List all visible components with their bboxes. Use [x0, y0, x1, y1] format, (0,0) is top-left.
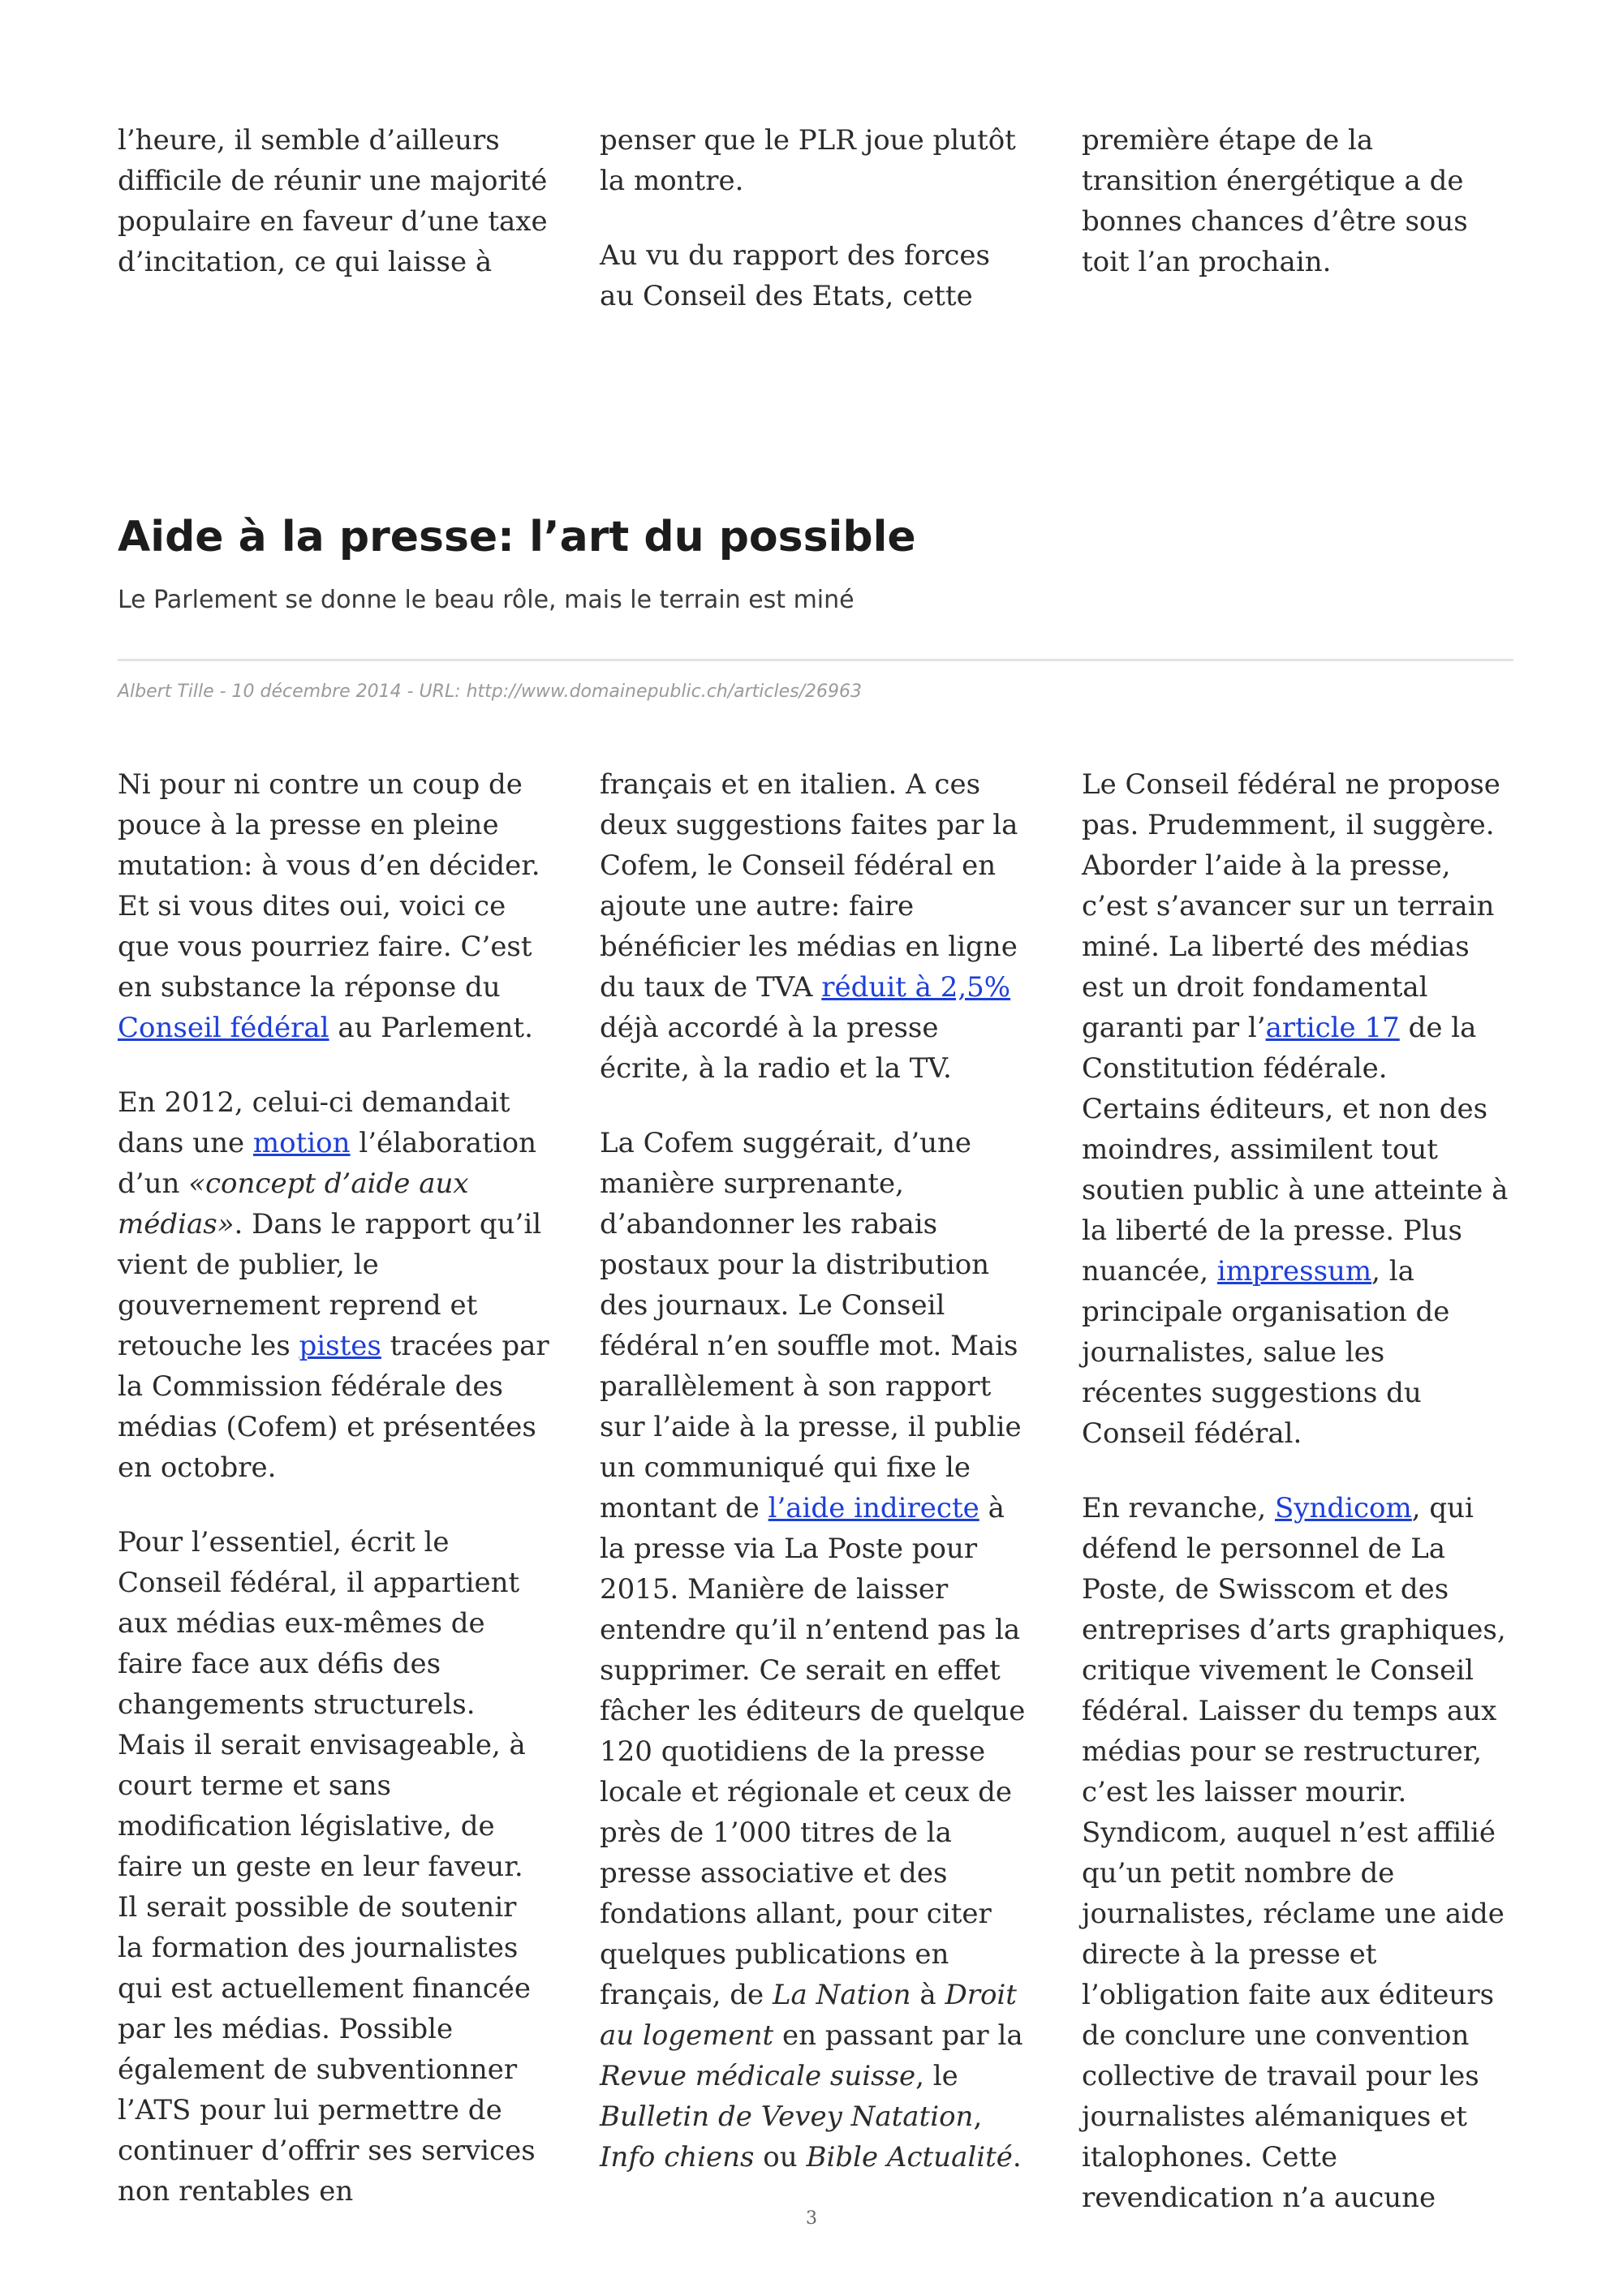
link-conseil-federal[interactable]: Conseil fédéral — [118, 1012, 329, 1044]
link-pistes[interactable]: pistes — [299, 1330, 381, 1362]
paragraph-6: Le Conseil fédéral ne propose pas. Prudemment, il suggère. Aborder l’aide à la presse, c’est s’avancer sur un terrain miné. La liberté des médias est un droit fondamental garanti par l’article 17 de la Constitution fédérale. Certains éditeurs, et non des moindres, assimilent tout soutien public à une atteinte à la liberté de la presse. Plus nuancée, impressum, la principale organisation de journalistes, salue les récentes suggestions du Conseil fédéral. — [1082, 768, 1509, 1450]
previous-article-column-3 — [1082, 120, 1513, 316]
link-article-17[interactable]: article 17 — [1265, 1012, 1400, 1044]
paragraph: penser que le PLR joue plutôt la montre. — [600, 124, 1016, 197]
paragraph: Au vu du rapport des forces au Conseil des Etats, cette — [600, 239, 990, 312]
article-subtitle: Le Parlement se donne le beau rôle, mais le terrain est miné — [118, 586, 855, 614]
header-divider — [118, 659, 1513, 661]
link-aide-indirecte[interactable]: l’aide indirecte — [768, 1492, 979, 1524]
previous-article-column-2 — [600, 120, 1031, 316]
link-tva-reduit[interactable]: réduit à 2,5% — [821, 971, 1011, 1004]
paragraph-1: Ni pour ni contre un coup de pouce à la presse en pleine mutation: à vous d’en décider. Et si vous dites oui, voici ce que vous pourriez faire. C’est en substance la réponse du Conseil fédéral au Parlement. — [118, 768, 540, 1044]
link-motion[interactable]: motion — [252, 1127, 351, 1159]
page-number: 3 — [806, 2208, 817, 2229]
article-column-2 — [600, 764, 1031, 2218]
article-column-1 — [118, 764, 549, 2218]
link-syndicom[interactable]: Syndicom — [1274, 1492, 1412, 1524]
article-body — [118, 764, 1513, 2218]
paragraph: l’heure, il semble d’ailleurs difficile de réunir une majorité populaire en faveur d’une taxe d’incitation, ce qui laisse à — [118, 124, 548, 278]
paragraph-7: En revanche, Syndicom, qui défend le personnel de La Poste, de Swisscom et des entreprises d’arts graphiques, critique vivement le Conseil fédéral. Laisser du temps aux médias pour se restructurer, c’est les laisser mourir. Syndicom, auquel n’est affilié qu’un petit nombre de journalistes, réclame une aide directe à la presse et l’obligation faite aux éditeurs de conclure une convention collective de travail pour les journalistes alémaniques et italophones. Cette revendication n’a aucune — [1082, 1492, 1506, 2214]
paragraph-4: français et en italien. A ces deux suggestions faites par la Cofem, le Conseil fédéral en ajoute une autre: faire bénéficier les médias en ligne du taux de TVA réduit à 2,5% déjà accordé à la presse écrite, à la radio et la TV. — [600, 768, 1018, 1085]
article-meta: Albert Tille - 10 décembre 2014 - URL: http://www.domainepublic.ch/articles/26963 — [118, 681, 863, 702]
paragraph-2: En 2012, celui-ci demandait dans une motion l’élaboration d’un «concept d’aide aux médias». Dans le rapport qu’il vient de publier, le gouvernement reprend et retouche les pistes tracées par la Commission fédérale des médias (Cofem) et présentées en octobre. — [118, 1086, 549, 1484]
paragraph-3: Pour l’essentiel, écrit le Conseil fédéral, il appartient aux médias eux-mêmes de faire face aux défis des changements structurels. Mais il serait envisageable, à court terme et sans modification législative, de faire un geste en leur faveur. Il serait possible de soutenir la formation des journalistes qui est actuellement financée par les médias. Possible également de subventionner l’ATS pour lui permettre de continuer d’offrir ses services non rentables en — [118, 1526, 536, 2208]
paragraph-5: La Cofem suggérait, d’une manière surprenante, d’abandonner les rabais postaux pour la distribution des journaux. Le Conseil fédéral n’en souffle mot. Mais parallèlement à son rapport sur l’aide à la presse, il publie un communiqué qui fixe le montant de l’aide indirecte à la presse via La Poste pour 2015. Manière de laisser entendre qu’il n’entend pas la supprimer. Ce serait en effet fâcher les éditeurs de quelque 120 quotidiens de la presse locale et régionale et ceux de près de 1’000 titres de la presse associative et des fondations allant, pour citer quelques publications en français, de La Nation à Droit au logement en passant par la Revue médicale suisse, le Bulletin de Vevey Natation, Info chiens ou Bible Actualité. — [600, 1127, 1026, 2173]
paragraph: première étape de la transition énergétique a de bonnes chances d’être sous toit l’an prochain. — [1082, 124, 1468, 278]
article-title: Aide à la presse: l’art du possible — [118, 513, 916, 561]
previous-article-column-1 — [118, 120, 549, 316]
previous-article-columns — [118, 120, 1513, 316]
link-impressum[interactable]: impressum — [1216, 1255, 1372, 1288]
article-column-3 — [1082, 764, 1513, 2218]
